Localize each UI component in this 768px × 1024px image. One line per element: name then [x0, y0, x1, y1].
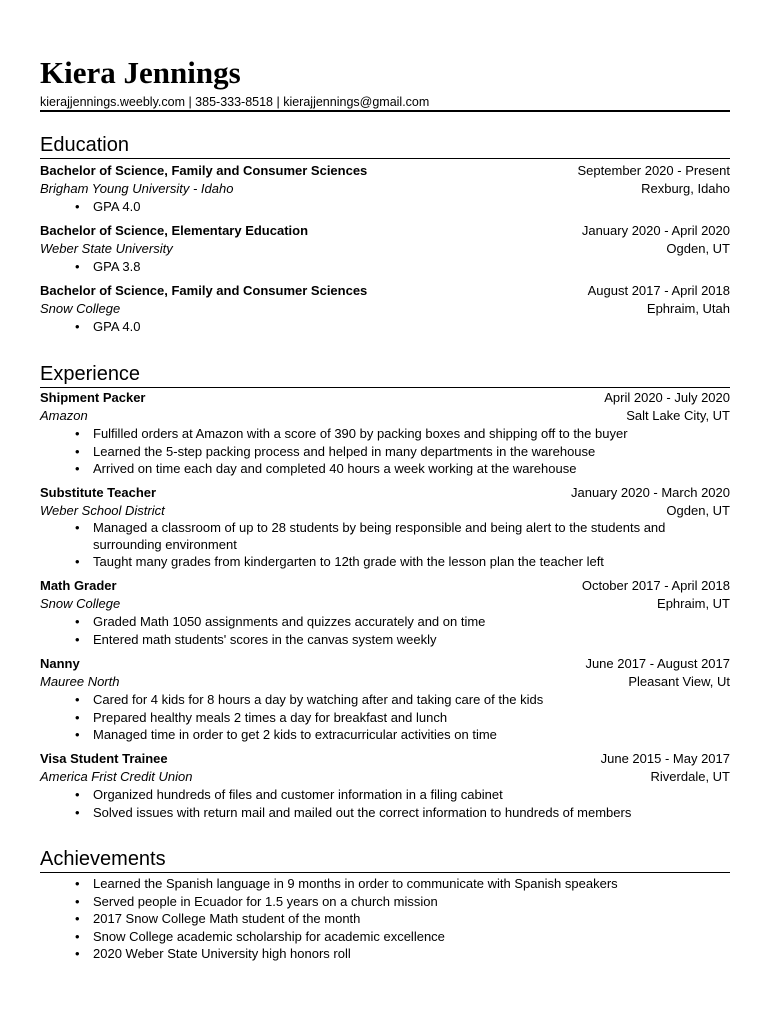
entry-location: Rexburg, Idaho [641, 181, 730, 196]
employer-name: Amazon [40, 408, 88, 423]
list-item: • GPA 4.0 [75, 319, 141, 334]
entry-location: Ogden, UT [666, 503, 730, 518]
list-item: • GPA 4.0 [75, 199, 141, 214]
education-entry [40, 282, 730, 342]
bullet-icon: • [75, 946, 80, 961]
entry-dates: June 2015 - May 2017 [600, 751, 730, 766]
job-title: Visa Student Trainee [40, 751, 168, 766]
entry-dates: April 2020 - July 2020 [604, 390, 730, 405]
list-item: • GPA 3.8 [75, 259, 141, 274]
school-name: Brigham Young University - Idaho [40, 181, 234, 196]
bullet-icon: • [75, 928, 80, 944]
bullet-icon: • [75, 319, 80, 334]
list-item: • Snow College academic scholarship for academic excellence [75, 928, 445, 944]
bullet-icon: • [75, 259, 80, 274]
section-title-achievements: Achievements [40, 848, 166, 870]
contact-line: kierajjennings.weebly.com | 385-333-8518 | kierajjennings@gmail.com [40, 95, 430, 109]
employer-name: America Frist Credit Union [40, 769, 193, 784]
section-title-experience: Experience [40, 363, 141, 385]
entry-location: Salt Lake City, UT [626, 408, 730, 423]
experience-entry [40, 750, 730, 825]
list-item: • Managed time in order to get 2 kids to extracurricular activities on time [75, 727, 497, 742]
entry-location: Ogden, UT [666, 241, 730, 256]
entry-location: Ephraim, UT [657, 596, 730, 611]
job-title: Substitute Teacher [40, 485, 157, 500]
degree-title: Bachelor of Science, Family and Consumer Sciences [40, 163, 368, 178]
school-name: Weber State University [40, 241, 173, 256]
bullet-icon: • [75, 727, 80, 742]
section-title-education: Education [40, 134, 129, 156]
entry-dates: June 2017 - August 2017 [585, 656, 730, 671]
bullet-icon: • [75, 876, 80, 891]
bullet-icon: • [75, 893, 80, 909]
entry-dates: August 2017 - April 2018 [587, 283, 730, 298]
experience-entry [40, 389, 730, 484]
experience-entry [40, 484, 730, 577]
header-divider [40, 110, 730, 112]
entry-dates: September 2020 - Present [577, 163, 730, 178]
employer-name: Snow College [40, 596, 121, 611]
list-item: • Entered math students' scores in the canvas system weekly [75, 631, 437, 647]
list-item: • Cared for 4 kids for 8 hours a day by watching after and taking care of the kids [75, 692, 544, 707]
job-title: Shipment Packer [40, 390, 146, 405]
experience-entry [40, 577, 730, 655]
bullet-icon: • [75, 631, 80, 647]
job-title: Nanny [40, 656, 80, 671]
bullet-icon: • [75, 520, 80, 535]
list-item: • Fulfilled orders at Amazon with a score of 390 by packing boxes and shipping off to the buyer [75, 426, 628, 441]
list-item: • Arrived on time each day and completed 40 hours a week working at the warehouse [75, 461, 577, 476]
job-title: Math Grader [40, 578, 117, 593]
bullet-icon: • [75, 199, 80, 214]
school-name: Snow College [40, 301, 121, 316]
section-divider [40, 387, 730, 388]
bullet-icon: • [75, 709, 80, 725]
resume-name: Kiera Jennings [40, 55, 241, 90]
bullet-icon: • [75, 426, 80, 441]
list-item: • Served people in Ecuador for 1.5 years on a church mission [75, 893, 438, 909]
bullet-icon: • [75, 787, 80, 802]
entry-location: Pleasant View, Ut [628, 674, 730, 689]
bullet-icon: • [75, 614, 80, 629]
education-entry [40, 222, 730, 282]
bullet-icon: • [75, 911, 80, 926]
list-item: • Managed a classroom of up to 28 students by being responsible and being alert to the students and surrounding environment [75, 520, 666, 552]
list-item: • Prepared healthy meals 2 times a day for breakfast and lunch [75, 709, 448, 725]
education-entry [40, 162, 730, 222]
bullet-icon: • [75, 692, 80, 707]
experience-entry [40, 655, 730, 750]
bullet-icon: • [75, 554, 80, 569]
entry-dates: January 2020 - April 2020 [581, 223, 730, 238]
list-item: • Learned the 5-step packing process and helped in many departments in the warehouse [75, 443, 596, 459]
list-item: • 2020 Weber State University high honors roll [75, 946, 351, 961]
bullet-icon: • [75, 443, 80, 459]
employer-name: Mauree North [40, 674, 120, 689]
degree-title: Bachelor of Science, Family and Consumer Sciences [40, 283, 368, 298]
list-item: • Solved issues with return mail and mailed out the correct information to hundreds of members [75, 804, 632, 820]
section-divider [40, 158, 730, 159]
list-item: • Organized hundreds of files and customer information in a filing cabinet [75, 787, 503, 802]
education-section [40, 132, 730, 342]
employer-name: Weber School District [40, 503, 165, 518]
degree-title: Bachelor of Science, Elementary Education [40, 223, 309, 238]
list-item: • 2017 Snow College Math student of the month [75, 911, 361, 926]
bullet-icon: • [75, 461, 80, 476]
entry-dates: October 2017 - April 2018 [581, 578, 730, 593]
section-divider [40, 872, 730, 873]
entry-dates: January 2020 - March 2020 [571, 485, 730, 500]
bullet-icon: • [75, 804, 80, 820]
entry-location: Riverdale, UT [650, 769, 730, 784]
experience-section [40, 361, 730, 825]
achievements-section [40, 846, 730, 963]
entry-location: Ephraim, Utah [646, 301, 730, 316]
list-item: • Graded Math 1050 assignments and quizzes accurately and on time [75, 614, 486, 629]
list-item: • Taught many grades from kindergarten to 12th grade with the lesson plan the teacher left [75, 554, 604, 569]
list-item: • Learned the Spanish language in 9 months in order to communicate with Spanish speakers [75, 876, 618, 891]
